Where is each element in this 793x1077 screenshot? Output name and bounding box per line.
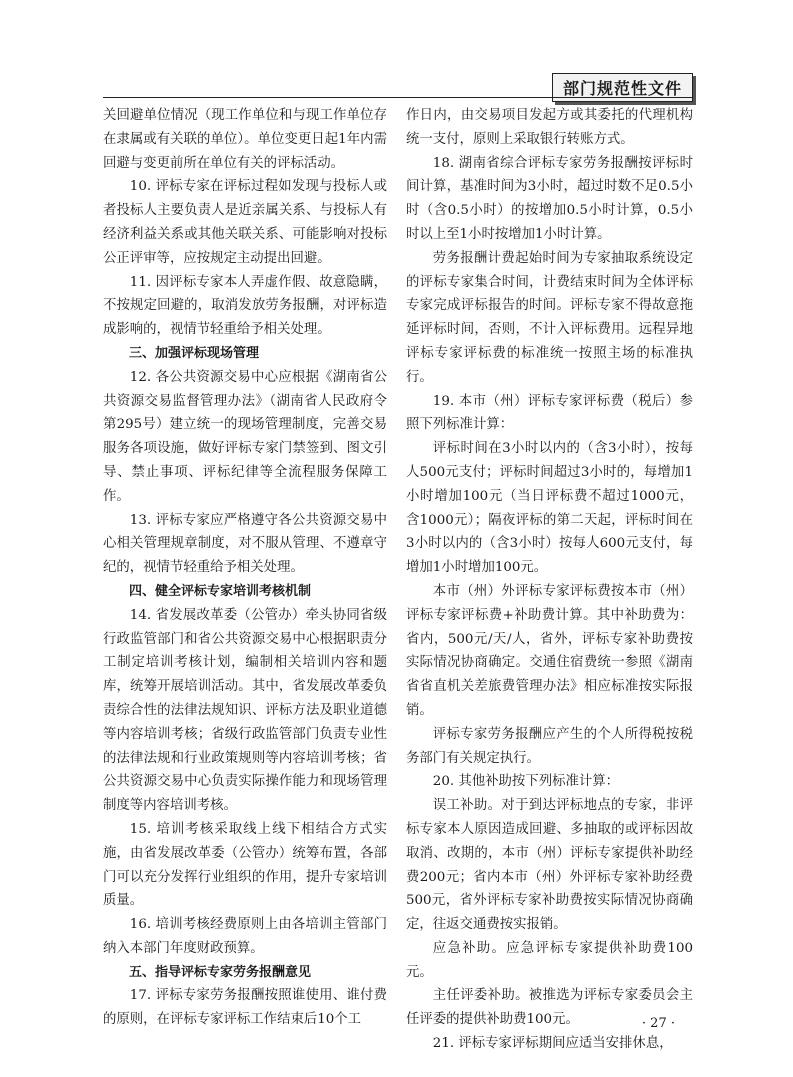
section-heading: 四、健全评标专家培训考核机制 (129, 583, 312, 599)
paragraph-continuation: 关回避单位情况（现工作单位和与现工作单位存在隶属或有关联的单位）。单位变更日起1年内需回避与变更前所在单位有关的评标活动。 (103, 108, 387, 171)
paragraph: 应急补助。应急评标专家提供补助费100元。 (406, 940, 693, 980)
paragraph: 19. 本市（州）评标专家评标费（税后）参照下列标准计算： (406, 393, 693, 433)
section-heading: 五、指导评标专家劳务报酬意见 (129, 964, 312, 980)
paragraph: 本市（州）外评标专家评标费按本市（州）评标专家评标费+补助费计算。其中补助费为：省内，500元/天/人，省外，评标专家补助费按实际情况协商确定。交通住宿费统一参照《湖南省省直机关差旅费管理办法》相应标准按实际报销。 (406, 583, 693, 718)
paragraph: 12. 各公共资源交易中心应根据《湖南省公共资源交易监督管理办法》（湖南省人民政府令第295号）建立统一的现场管理制度，完善交易服务各项设施，做好评标专家门禁签到、图文引导、禁止事项、评标纪律等全流程服务保障工作。 (103, 369, 387, 504)
paragraph: 20. 其他补助按下列标准计算： (432, 774, 620, 790)
section-tag: 部门规范性文件 (552, 73, 693, 102)
paragraph: 主任评委补助。被推选为评标专家委员会主任评委的提供补助费100元。 (406, 988, 693, 1028)
paragraph: 评标专家劳务报酬应产生的个人所得税按税务部门有关规定执行。 (406, 726, 693, 766)
paragraph: 16. 培训考核经费原则上由各培训主管部门纳入本部门年度财政预算。 (103, 917, 387, 956)
paragraph: 误工补助。对于到达评标地点的专家，非评标专家本人原因造成回避、多抽取的或评标因故取消、改期的，本市（州）评标专家提供补助经费200元；省内本市（州）外评标专家补助经费500元，省外评标专家补助费按实际情况协商确定，往返交通费按实报销。 (406, 798, 693, 933)
page-number: · 27 · (641, 1016, 675, 1031)
paragraph-continuation: 作日内，由交易项目发起方或其委托的代理机构统一支付，原则上采取银行转账方式。 (406, 108, 693, 147)
paragraph: 11. 因评标专家本人弄虚作假、故意隐瞒，不按规定回避的，取消发放劳务报酬，对评标造成影响的，视情节轻重给予相关处理。 (103, 274, 387, 338)
paragraph: 18. 湖南省综合评标专家劳务报酬按评标时间计算，基准时间为3小时，超过时数不足0.5小时（含0.5小时）的按增加0.5小时计算，0.5小时以上至1小时按增加1小时计算。 (406, 155, 693, 242)
section-heading: 三、加强评标现场管理 (129, 345, 260, 361)
paragraph: 14. 省发展改革委（公管办）牵头协同省级行政监管部门和省公共资源交易中心根据职责分工制定培训考核计划，编制相关培训内容和题库，统筹开展培训活动。其中，省发展改革委负责综合性的法律法规知识、评标方法及职业道德等内容培训考核；省级行政监管部门负责专业性的法律法规和行业政策规则等内容培训考核；省公共资源交易中心负责实际操作能力和现场管理制度等内容培训考核。 (103, 607, 387, 814)
paragraph: 13. 评标专家应严格遵守各公共资源交易中心相关管理规章制度，对不服从管理、不遵章守纪的，视情节轻重给予相关处理。 (103, 512, 387, 576)
paragraph: 劳务报酬计费起始时间为专家抽取系统设定的评标专家集合时间，计费结束时间为全体评标专家完成评标报告的时间。评标专家不得故意拖延评标时间，否则，不计入评标费用。远程异地评标专家评标费的标准统一按照主场的标准执行。 (406, 250, 693, 385)
paragraph: 评标时间在3小时以内的（含3小时），按每人500元支付；评标时间超过3小时的，每增加1小时增加100元（当日评标费不超过1000元，含1000元）；隔夜评标的第二天起，评标时间在3小时以内的（含3小时）按每人600元支付，每增加1小时增加100元。 (406, 441, 693, 576)
paragraph: 15. 培训考核采取线上线下相结合方式实施，由省发展改革委（公管办）统筹布置，各部门可以充分发挥行业组织的作用，提升专家培训质量。 (103, 821, 387, 909)
header-rule (103, 97, 693, 98)
paragraph: 17. 评标专家劳务报酬按照谁使用、谁付费的原则，在评标专家评标工作结束后10个工 (103, 988, 387, 1028)
right-column (406, 104, 693, 1056)
paragraph: 10. 评标专家在评标过程如发现与投标人或者投标人主要负责人是近亲属关系、与投标人有经济利益关系或其他关联关系、可能影响对投标公正评审等，应按规定主动提出回避。 (103, 179, 387, 266)
paragraph: 21. 评标专家评标期间应适当安排休息， (432, 1036, 673, 1052)
left-column (103, 104, 387, 1032)
